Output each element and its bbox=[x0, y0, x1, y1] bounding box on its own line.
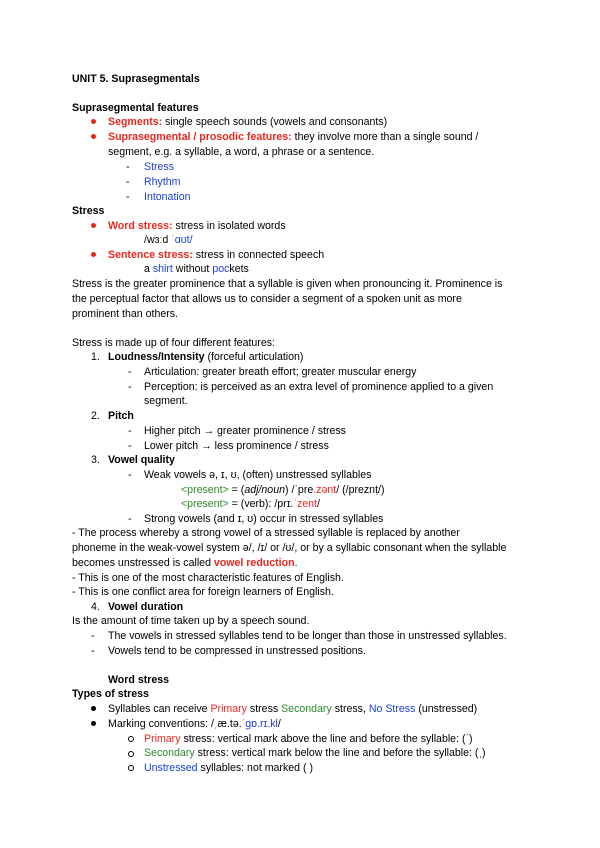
primary-mark: ˈ bbox=[241, 718, 246, 730]
note-line: phoneme in the weak-vowel system ə/, /ɪ/ or /ʊ/, or by a syllabic consonant when the syllable bbox=[72, 542, 507, 554]
suprasegmental-def: they involve more than a single sound / bbox=[294, 131, 479, 143]
ipa-part: /wɜːd bbox=[144, 234, 172, 246]
section-heading-features: Suprasegmental features bbox=[72, 102, 199, 114]
dash-marker: - bbox=[91, 630, 95, 642]
list-number: 3. bbox=[91, 454, 100, 466]
circle-bullet-icon bbox=[128, 765, 134, 771]
bullet-icon bbox=[91, 252, 96, 257]
text-part: = (verb): /prɪ. bbox=[228, 498, 294, 510]
dash-marker: - bbox=[128, 513, 132, 525]
note-line: - The process whereby a strong vowel of a stressed syllable is replaced by another bbox=[72, 527, 460, 539]
word-stress-item bbox=[108, 219, 286, 233]
sub-item: Lower pitch → less prominence / stress bbox=[144, 440, 329, 452]
segments-def: single speech sounds (vowels and consonants) bbox=[165, 116, 388, 128]
convention-def: stress: vertical mark above the line and before the syllable: (ˈ) bbox=[180, 733, 473, 745]
text-part: . bbox=[294, 557, 298, 569]
convention-def: stress: vertical mark below the line and before the syllable: (ˌ) bbox=[194, 747, 486, 759]
circle-bullet-icon bbox=[128, 751, 134, 757]
present-noun-example bbox=[181, 483, 385, 497]
feature-term: Loudness/Intensity bbox=[108, 351, 205, 363]
list-number: 4. bbox=[91, 601, 100, 613]
secondary-label: Secondary bbox=[281, 703, 332, 715]
ipa-part: / bbox=[277, 718, 281, 730]
ipa-part: / bbox=[316, 498, 320, 510]
bullet-icon bbox=[91, 721, 96, 726]
text-part: Marking conventions: / bbox=[108, 718, 214, 730]
paragraph-line: Stress is the greater prominence that a syllable is given when pronouncing it. Prominence is bbox=[72, 278, 503, 290]
sub-item: Higher pitch → greater prominence / stress bbox=[144, 425, 346, 437]
feature-vowel-quality: Vowel quality bbox=[108, 454, 175, 466]
sub-item-cont: segment. bbox=[144, 395, 188, 407]
text-part: becomes unstressed is called bbox=[72, 557, 214, 569]
dash-marker: - bbox=[91, 645, 95, 657]
bullet-icon bbox=[91, 706, 96, 711]
dash-marker: - bbox=[128, 381, 132, 393]
dash-marker: - bbox=[128, 366, 132, 378]
feature-loudness bbox=[108, 350, 303, 364]
section-heading-word-stress: Word stress bbox=[108, 674, 170, 686]
paragraph-line: the perceptual factor that allows us to consider a segment of a spoken unit as more bbox=[72, 293, 462, 305]
unstressed-convention bbox=[144, 761, 313, 775]
types-item bbox=[108, 702, 477, 716]
segments-item bbox=[108, 115, 387, 129]
dash-marker: - bbox=[126, 176, 130, 188]
sub-item: Vowels tend to be compressed in unstressed positions. bbox=[108, 645, 366, 657]
list-number: 1. bbox=[91, 351, 100, 363]
stressed-syllable: poc bbox=[212, 263, 230, 275]
suprasegmental-item bbox=[108, 130, 478, 144]
word-stress-def: stress in isolated words bbox=[175, 220, 286, 232]
feature-rhythm: Rhythm bbox=[144, 176, 181, 188]
pos-label: adj/noun bbox=[244, 484, 285, 496]
word-stress-term: Word stress: bbox=[108, 220, 173, 232]
note-line: - This is one conflict area for foreign learners of English. bbox=[72, 586, 334, 598]
vowel-reduction-term: vowel reduction bbox=[213, 557, 295, 569]
secondary-mark: ˌ bbox=[214, 718, 218, 730]
segments-term: Segments: bbox=[108, 116, 163, 128]
feature-intonation: Intonation bbox=[144, 191, 191, 203]
paragraph-line: Stress is made up of four different features: bbox=[72, 337, 275, 349]
text-part: kets bbox=[229, 263, 249, 275]
primary-convention bbox=[144, 732, 473, 746]
sentence-stress-def: stress in connected speech bbox=[195, 249, 325, 261]
dash-marker: - bbox=[128, 425, 132, 437]
section-heading-stress: Stress bbox=[72, 205, 105, 217]
sentence-stress-example bbox=[144, 262, 249, 276]
text-part: stress bbox=[246, 703, 282, 715]
word-tag: <present> bbox=[181, 484, 229, 496]
feature-note: (forceful articulation) bbox=[204, 351, 304, 363]
sub-item: The vowels in stressed syllables tend to be longer than those in unstressed syllables. bbox=[108, 630, 507, 642]
suprasegmental-def-cont: segment, e.g. a syllable, a word, a phrase or a sentence. bbox=[108, 146, 375, 158]
bullet-icon bbox=[91, 134, 96, 139]
primary-label: Primary bbox=[210, 703, 247, 715]
primary-label: Primary bbox=[144, 733, 181, 745]
sub-item: Articulation: greater breath effort; greater muscular energy bbox=[144, 366, 417, 378]
text-part: Syllables can receive bbox=[108, 703, 211, 715]
list-number: 2. bbox=[91, 410, 100, 422]
ipa-weak: .zənt bbox=[313, 484, 337, 496]
note-line bbox=[72, 556, 298, 570]
ipa-part: ɑʊt/ bbox=[174, 234, 193, 246]
word-tag: <present> bbox=[181, 498, 229, 510]
ipa-part: / (/preznṭ/) bbox=[336, 484, 385, 496]
bullet-icon bbox=[91, 119, 96, 124]
secondary-label: Secondary bbox=[144, 747, 195, 759]
stressed-word: shirt bbox=[152, 263, 173, 275]
suprasegmental-term: Suprasegmental / prosodic features: bbox=[108, 131, 292, 143]
sentence-stress-item bbox=[108, 248, 324, 262]
dash-marker: - bbox=[128, 440, 132, 452]
marking-item bbox=[108, 717, 281, 731]
feature-stress: Stress bbox=[144, 161, 175, 173]
sub-item: Weak vowels ə, ɪ, ʊ, (often) unstressed syllables bbox=[144, 469, 372, 481]
feature-vowel-duration: Vowel duration bbox=[108, 601, 184, 613]
present-verb-example bbox=[181, 497, 320, 511]
ipa-stressed: ˈzent bbox=[293, 498, 317, 510]
note-line: - This is one of the most characteristic features of English. bbox=[72, 572, 344, 584]
bullet-icon bbox=[91, 223, 96, 228]
sub-item: Strong vowels (and ɪ, ʊ) occur in stressed syllables bbox=[144, 513, 384, 525]
dash-marker: - bbox=[126, 191, 130, 203]
dash-marker: - bbox=[126, 161, 130, 173]
ipa-part: gɒ.rɪ.kl bbox=[245, 718, 278, 730]
secondary-convention bbox=[144, 746, 486, 760]
dash-marker: - bbox=[128, 469, 132, 481]
feature-pitch: Pitch bbox=[108, 410, 134, 422]
stress-mark: ˈ bbox=[171, 234, 175, 246]
ipa-part: ) /ˈpre bbox=[284, 484, 314, 496]
no-stress-label: No Stress bbox=[368, 703, 416, 715]
sub-item: Perception: is perceived as an extra level of prominence applied to a given bbox=[144, 381, 494, 393]
sentence-stress-term: Sentence stress: bbox=[108, 249, 193, 261]
text-part: = ( bbox=[228, 484, 245, 496]
text-part: stress, bbox=[331, 703, 369, 715]
unstressed-label: Unstressed bbox=[144, 762, 198, 774]
text-part: (unstressed) bbox=[415, 703, 478, 715]
paragraph-line: Is the amount of time taken up by a speech sound. bbox=[72, 615, 310, 627]
unit-title: UNIT 5. Suprasegmentals bbox=[72, 73, 200, 85]
circle-bullet-icon bbox=[128, 736, 134, 742]
convention-def: syllables: not marked ( ) bbox=[197, 762, 313, 774]
text-part: without bbox=[172, 263, 213, 275]
types-heading: Types of stress bbox=[72, 688, 149, 700]
paragraph-line: prominent than others. bbox=[72, 308, 178, 320]
ipa-part: æ.tə. bbox=[217, 718, 242, 730]
text-part: a bbox=[144, 263, 153, 275]
word-stress-example bbox=[144, 233, 193, 247]
